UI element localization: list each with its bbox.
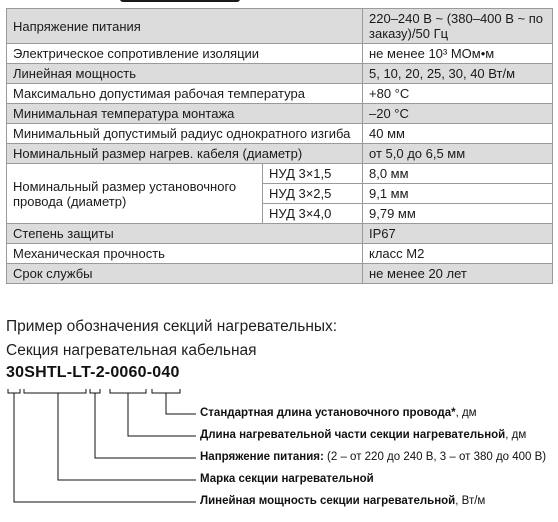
leader-power [14, 393, 196, 502]
spec-value: –20 °C [363, 104, 553, 124]
leader-voltage [95, 393, 196, 458]
legend-brand [200, 473, 374, 485]
spec-value: 9,79 мм [363, 204, 553, 224]
legend-lead-length [200, 407, 477, 419]
spec-value: 9,1 мм [363, 184, 553, 204]
legend-rest: , дм [505, 429, 527, 441]
spec-value: +80 °C [363, 84, 553, 104]
bracket-power [8, 389, 20, 393]
spec-label: Срок службы [7, 264, 363, 284]
spec-value: класс М2 [363, 244, 553, 264]
bracket-voltage [90, 389, 100, 393]
spec-label: Степень защиты [7, 224, 363, 244]
spec-label: Механическая прочность [7, 244, 363, 264]
designation-code: 30SHTL-LT-2-0060-040 [6, 364, 180, 381]
spec-label: Электрическое сопротивление изоляции [7, 44, 363, 64]
spec-label: Минимальная температура монтажа [7, 104, 363, 124]
legend-voltage [200, 451, 546, 463]
legend-bold: Стандартная длина установочного провода* [200, 407, 456, 419]
spec-label: Напряжение питания [7, 9, 363, 44]
spec-value: от 5,0 до 6,5 мм [363, 144, 553, 164]
legend-rest: (2 – от 220 до 240 В, 3 – от 380 до 400 В) [323, 451, 547, 463]
spec-value: 220–240 В ~ (380–400 В ~ по заказу)/50 Гц [363, 9, 553, 44]
lead-type: НУД 3×4,0 [263, 204, 363, 224]
legend-bold: Напряжение питания: [200, 451, 324, 463]
spec-label: Линейная мощность [7, 64, 363, 84]
bracket-brand [24, 389, 86, 393]
legend-bold: Линейная мощность секции нагревательной [200, 495, 456, 507]
spec-value: 5, 10, 20, 25, 30, 40 Вт/м [363, 64, 553, 84]
spec-value: не менее 20 лет [363, 264, 553, 284]
example-title: Пример обозначения секций нагревательных: [6, 318, 338, 335]
spec-label: Номинальный размер установочного провода (диаметр) [7, 164, 263, 224]
legend-bold: Марка секции нагревательной [200, 473, 374, 485]
spec-label: Минимальный допустимый радиус однократного изгиба [7, 124, 363, 144]
bracket-heating-length [110, 389, 146, 393]
bracket-lead-length [152, 389, 180, 393]
legend-heating-length [200, 429, 526, 441]
spec-value: не менее 10³ МОм•м [363, 44, 553, 64]
spec-value: 40 мм [363, 124, 553, 144]
example-subtitle: Секция нагревательная кабельная [6, 342, 257, 359]
spec-value: IP67 [363, 224, 553, 244]
spec-label: Номинальный размер нагрев. кабеля (диаметр) [7, 144, 363, 164]
legend-bold: Длина нагревательной части секции нагревательной [200, 429, 506, 441]
lead-type: НУД 3×1,5 [263, 164, 363, 184]
spec-label: Максимально допустимая рабочая температура [7, 84, 363, 104]
lead-type: НУД 3×2,5 [263, 184, 363, 204]
legend-rest: , дм [455, 407, 477, 419]
legend-rest: , Вт/м [455, 495, 486, 507]
leader-lead-length [166, 393, 196, 414]
spec-value: 8,0 мм [363, 164, 553, 184]
legend-power [200, 495, 485, 507]
